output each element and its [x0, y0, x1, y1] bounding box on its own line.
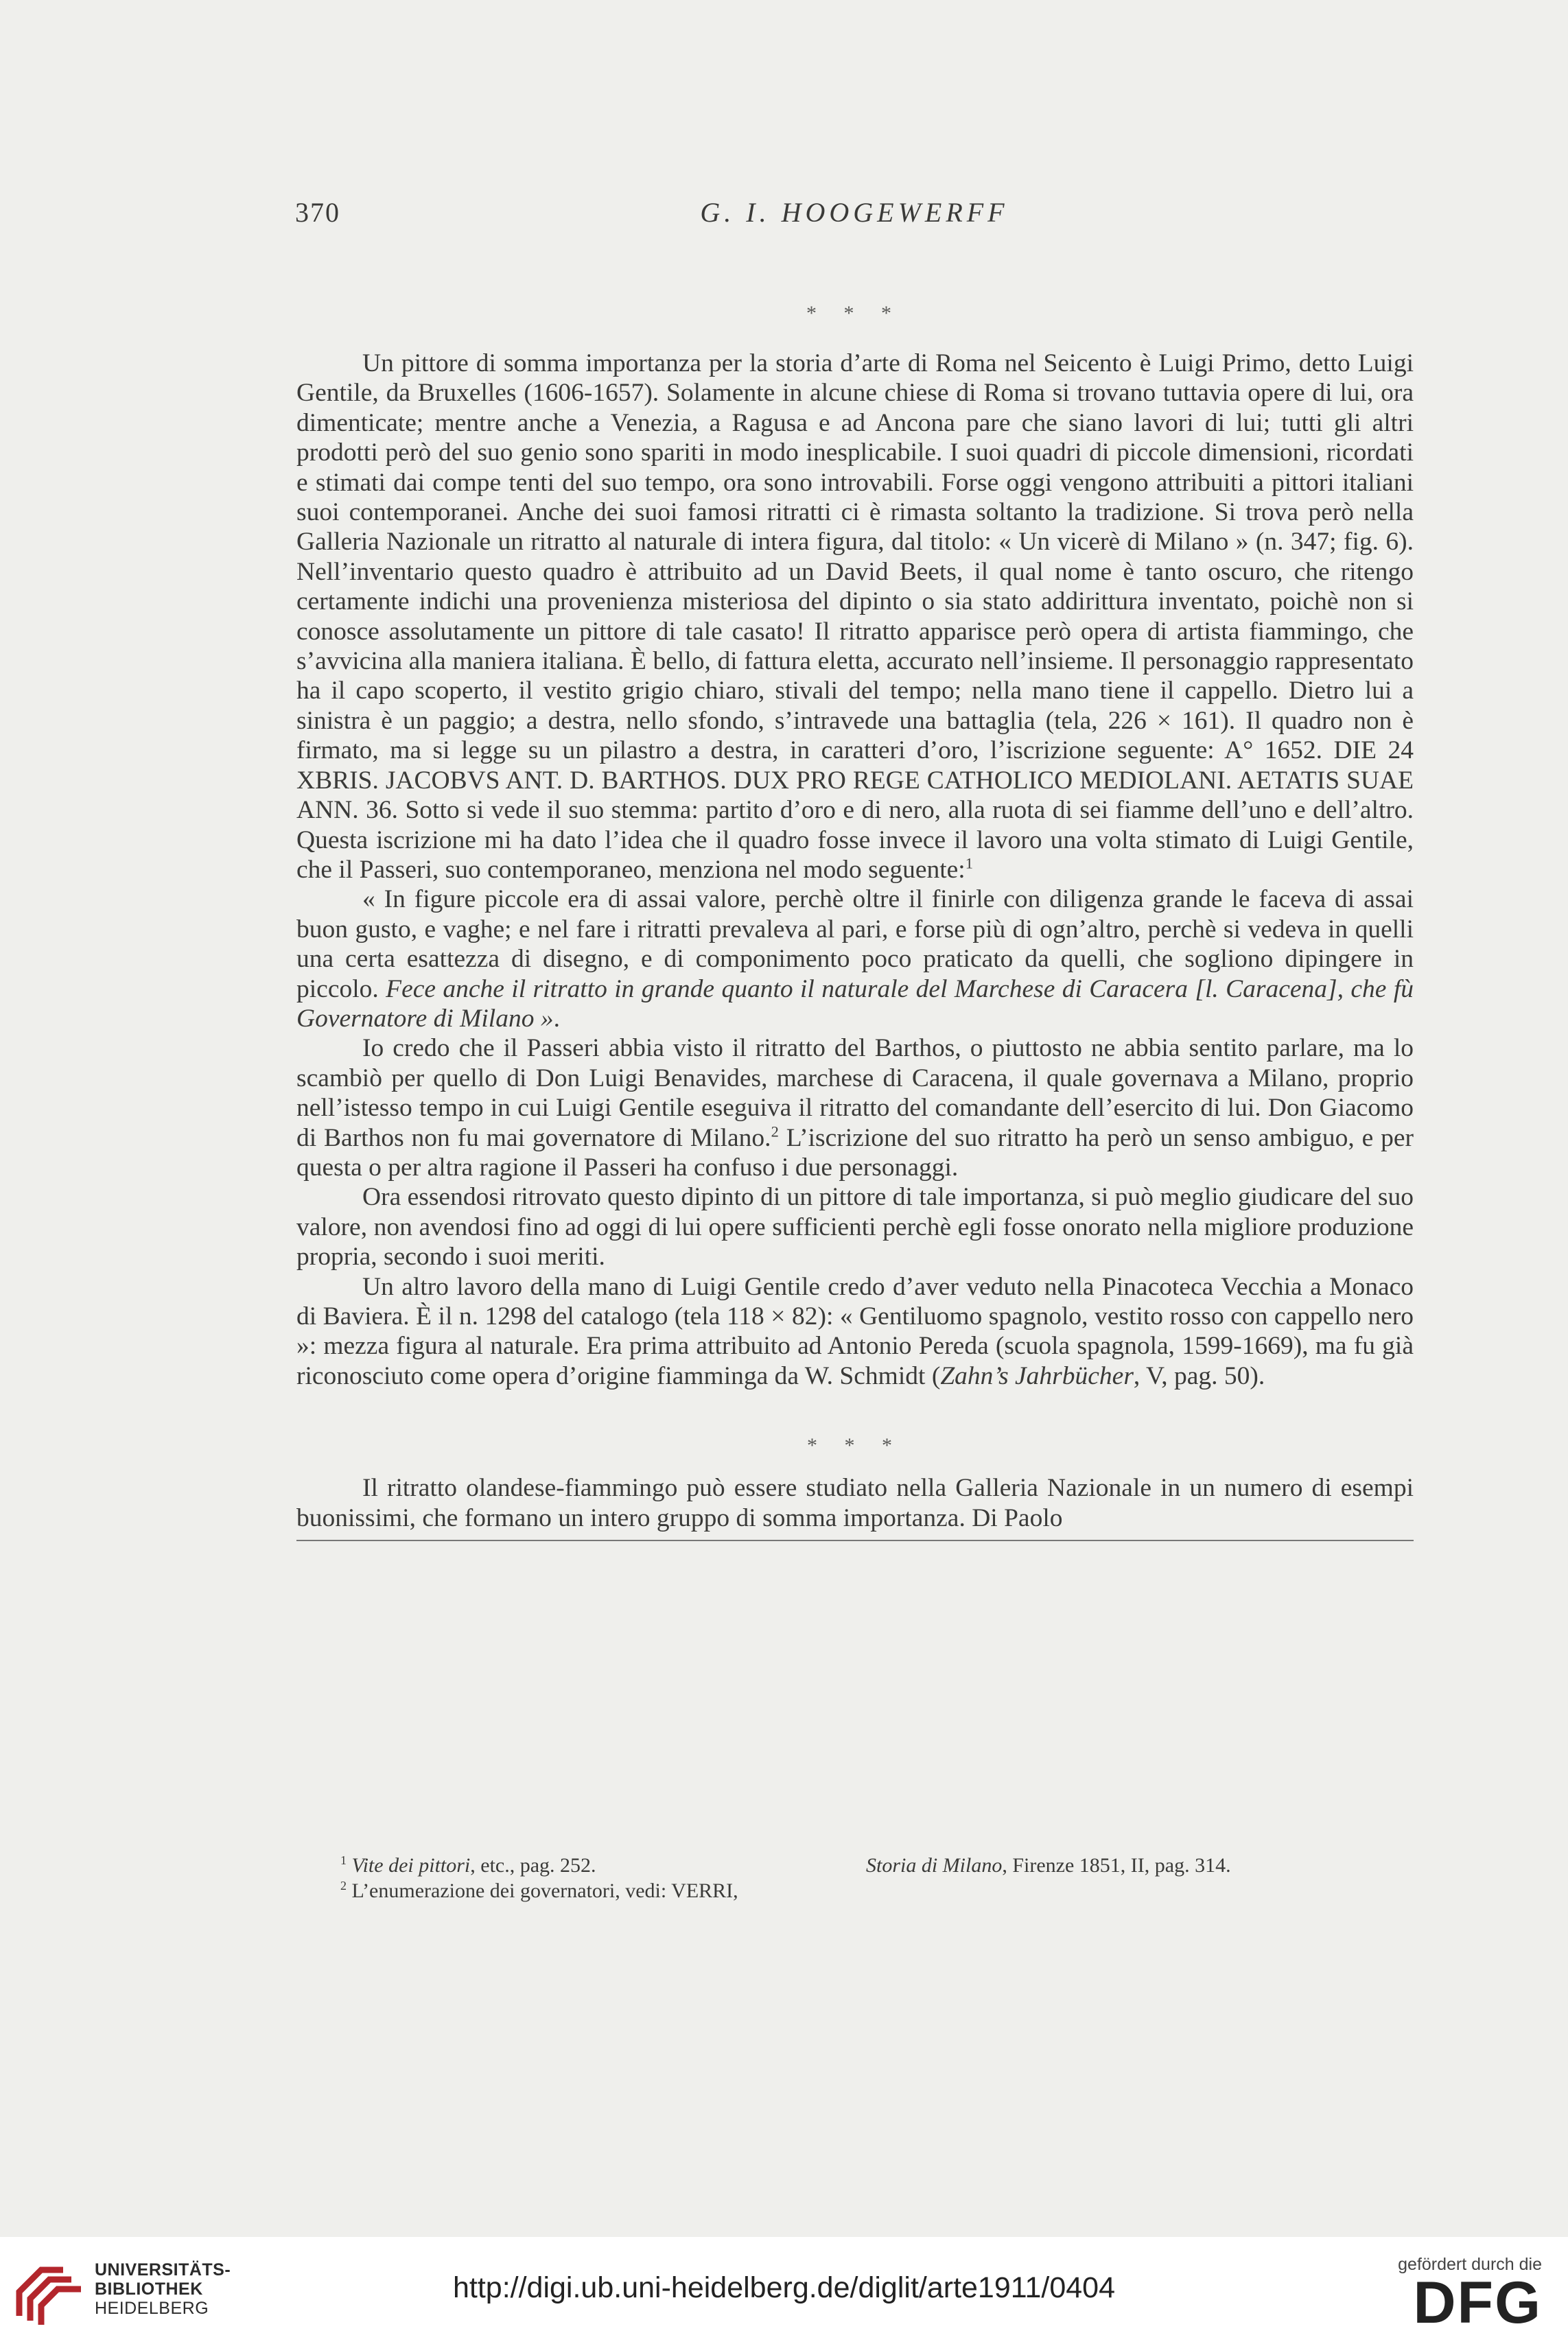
quote-italic: Fece anche il ritratto in grande quanto il naturale del Marchese di Caracera [l. Caracena], che fù Governatore di Milano » [296, 974, 1414, 1033]
paragraph-munich: Un altro lavoro della mano di Luigi Gentile credo d’aver veduto nella Pinacoteca Vecchia a Monaco di Baviera. È il n. 1298 del catalogo (tela 118 × 82): « Gentiluomo spagnolo, vestito rosso con cappello nero »: mezza figura al naturale. Era prima attribuito ad Antonio Pereda (scuola spagnola, 1599-1669), ma fu già riconosciuto come opera d’origine fiamminga da W. Schmidt (Zahn’s Jahrbücher, V, pag. 50). [296, 1272, 1414, 1390]
section-separator-top: * * * [806, 302, 902, 325]
paragraph-luigi-gentile: Un pittore di somma importanza per la storia d’arte di Roma nel Seicento è Luigi Primo, detto Luigi Gentile, da Bruxelles (1606-1657). Solamente in alcune chiese di Roma si trovano tuttavia opere di lui, ora dimenticate; mentre anche a Venezia, a Ragusa e ad Ancona pare che siano lavori di lui; tutti gli altri prodotti però del suo genio sono spariti in modo inesplicabile. I suoi quadri di piccole dimensioni, ricordati e stimati dai compe tenti del suo tempo, ora sono introvabili. Forse oggi vengono attribuiti a pittori italiani suoi contemporanei. Anche dei suoi famosi ritratti ci è rimasta soltanto la tradizione. Si trova però nella Galleria Nazionale un ritratto al naturale di intera figura, dal titolo: « Un vicerè di Milano » (n. 347; fig. 6). Nell’inventario questo quadro è attribuito ad un David Beets, il qual nome è tanto oscuro, che ritengo certamente indichi una provenienza misteriosa del dipinto o sia stato addirittura inventato, poichè non si conosce assolutamente un pittore di tale casato! Il ritratto apparisce però opera di artista fiammingo, che s’avvicina alla maniera italiana. È bello, di fattura eletta, accurato nell’insieme. Il personaggio rappresentato ha il capo scoperto, il vestito grigio chiaro, stivali del tempo; nella mano tiene il cappello. Dietro lui a sinistra è un paggio; a destra, nello sfondo, s’intravede una battaglia (tela, 226 × 161). Il quadro non è firmato, ma si legge su un pilastro a destra, in caratteri d’oro, l’iscrizione seguente: A° 1652. DIE 24 XBRIS. JACOBVS ANT. D. BARTHOS. DUX PRO REGE CATHOLICO MEDIOLANI. AETATIS SUAE ANN. 36. Sotto si vede il suo stemma: partito d’oro e di nero, alla ruota di sei fiamme dell’uno e dell’altro. Questa iscrizione mi ha dato l’idea che il quadro fosse invece il lavoro una volta stimato di Luigi Gentile, che il Passeri, suo contemporaneo, menziona nel modo seguente:$^1$ [296, 349, 1414, 884]
section-break [296, 1391, 1414, 1473]
library-name[interactable]: UNIVERSITÄTS- BIBLIOTHEK HEIDELBERG [95, 2260, 231, 2318]
paragraph-dutch-flemish: Il ritratto olandese-fiammingo può essere studiato nella Galleria Nazionale in un numero di esempi buonissimi, che formano un intero gruppo di somma importanza. Di Paolo [296, 1474, 1414, 1532]
footnote-ref-2: 2 [771, 1123, 779, 1140]
funding-notice [1398, 2255, 1542, 2336]
permalink-url[interactable]: http://digi.ub.uni-heidelberg.de/diglit/arte1911/0404 [452, 2271, 1116, 2304]
footnotes [296, 1853, 1414, 1903]
footnote-rule [296, 1540, 1414, 1541]
footnote-ref-1: 1 [965, 854, 973, 872]
footer-bar [0, 2237, 1568, 2344]
paragraph-importance: Ora essendosi ritrovato questo dipinto di un pittore di tale importanza, si può meglio giudicare del suo valore, non avendosi fino ad oggi di lui opere sufficienti perchè egli fosse onorato nella migliore produzione propria, secondo i suoi meriti. [296, 1183, 1414, 1271]
dfg-logo[interactable]: DFG [1413, 2270, 1542, 2336]
schmidt-reference: Zahn’s Jahrbücher [940, 1361, 1134, 1390]
page-number: 370 [295, 197, 340, 228]
body-text [296, 349, 1414, 1560]
funded-by-label: gefördert durch die [1398, 2255, 1542, 2274]
footnote-2: $^2$ L’enumerazione dei governatori, vedi: VERRI, [340, 1879, 738, 1902]
footnote-1: $^1$ Vite dei pittori, etc., pag. 252. Storia di Milano, Firenze 1851, II, pag. 314. [340, 1853, 1231, 1877]
quote-text: « In figure piccole era di assai valore, perchè oltre il finirle con diligenza grande le faceva di assai buon gusto, e vaghe; e nel fare i ritratti prevaleva al pari, e forse più di ogn’altro, perchè si vedeva in quelli una certa esattezza di disegno, e di componimento poco praticato da quelli, che sogliono dipingere in piccolo. [296, 885, 1414, 1003]
paragraph-passeri-quote: « In figure piccole era di assai valore, perchè oltre il finirle con diligenza grande le faceva di assai buon gusto, e vaghe; e nel fare i ritratti prevaleva al pari, e forse più di ogn’altro, perchè si vedeva in quelli una certa esattezza di disegno, e di componimento poco praticato da quelli, che sogliono dipingere in piccolo. Fece anche il ritratto in grande quanto il naturale del Marchese di Caracera [l. Caracena], che fù Governatore di Milano ». [296, 885, 1414, 1033]
running-head-author: G. I. HOOGEWERFF [700, 197, 1009, 228]
paragraph-barthos: Io credo che il Passeri abbia visto il ritratto del Barthos, o piuttosto ne abbia sentito parlare, ma lo scambiò per quello di Don Luigi Benavides, marchese di Caracena, il quale governava a Milano, proprio nell’istesso tempo in cui Luigi Gentile eseguiva il ritratto del comandante dell’esercito di lui. Don Giacomo di Barthos non fu mai governatore di Milano.$^2$ L’iscrizione del suo ritratto ha però un senso ambiguo, e per questa o per altra ragione il Passeri ha confuso i due personaggi. [296, 1034, 1414, 1182]
section-separator-bottom: * * * [807, 1434, 903, 1457]
running-head [295, 196, 1414, 237]
